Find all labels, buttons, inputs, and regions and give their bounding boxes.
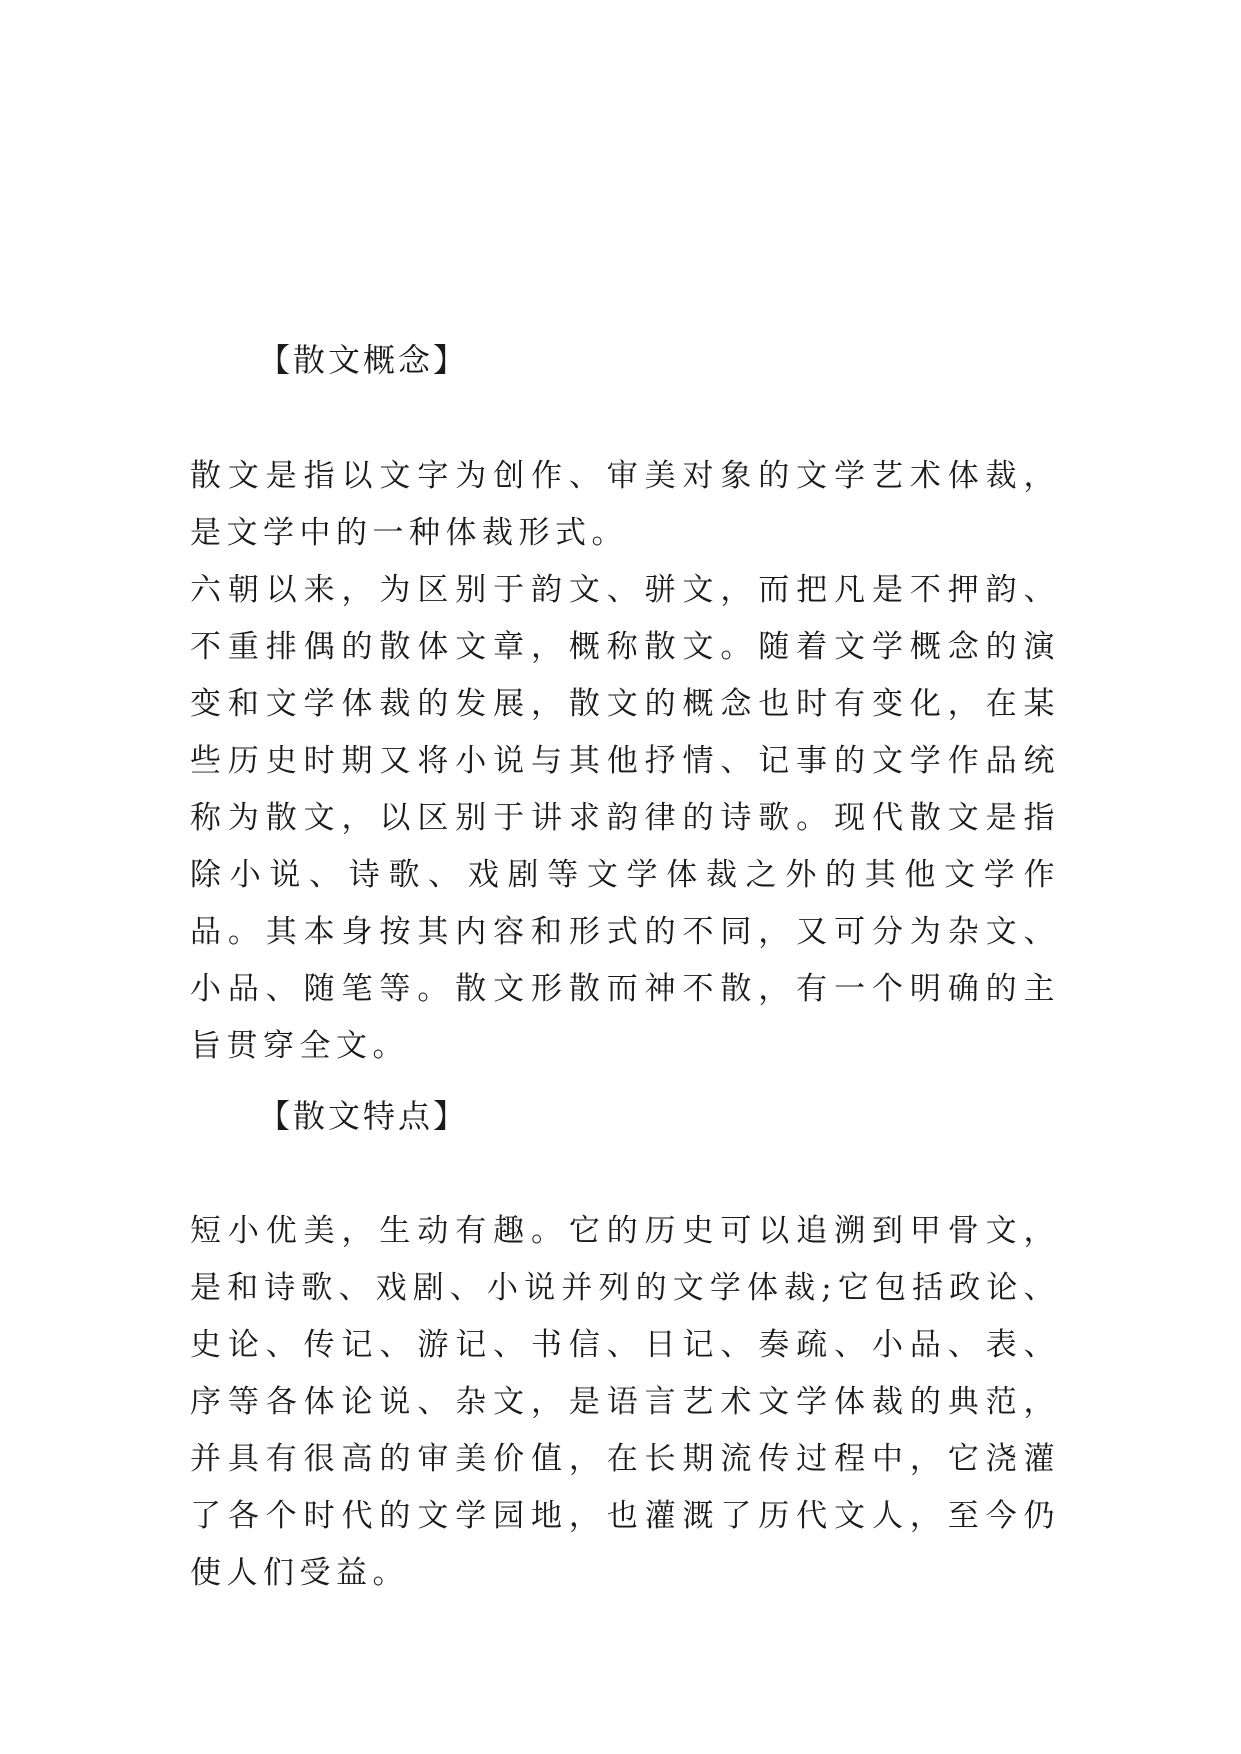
paragraph-history: 六朝以来，为区别于韵文、骈文，而把凡是不押韵、不重排偶的散体文章，概称散文。随着文学概念的演变和文学体裁的发展，散文的概念也时有变化，在某些历史时期又将小说与其他抒情、记事的文学作品统称为散文，以区别于讲求韵律的诗歌。现代散文是指除小说、诗歌、戏剧等文学体裁之外的其他文学作品。其本身按其内容和形式的不同，又可分为杂文、小品、随笔等。散文形散而神不散，有一个明确的主旨贯穿全文。 — [190, 572, 1060, 1064]
section-heading-concept: 【散文概念】 — [258, 341, 469, 379]
paragraph-definition: 散文是指以文字为创作、审美对象的文学艺术体裁，是文学中的一种体裁形式。 — [190, 458, 1060, 551]
section-heading-features: 【散文特点】 — [258, 1097, 469, 1135]
paragraph-features: 短小优美，生动有趣。它的历史可以追溯到甲骨文，是和诗歌、戏剧、小说并列的文学体裁;它包括政论、史论、传记、游记、书信、日记、奏疏、小品、表、序等各体论说、杂文，是语言艺术文学体裁的典范，并具有很高的审美价值，在长期流传过程中，它浇灌了各个时代的文学园地，也灌溉了历代文人，至今仍使人们受益。 — [190, 1213, 1060, 1591]
